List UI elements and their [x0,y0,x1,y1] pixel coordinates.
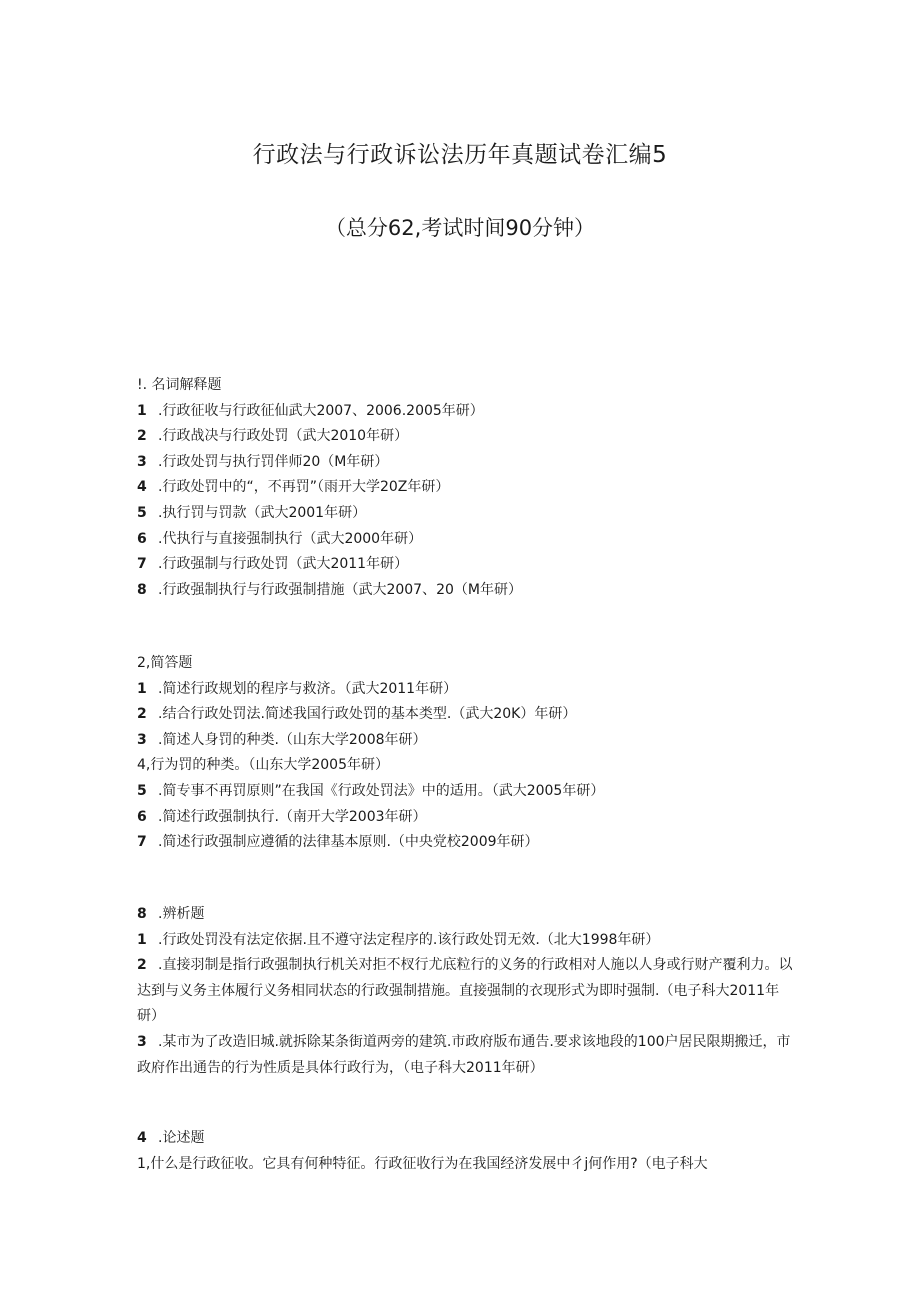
question-number: 2 [137,428,147,445]
question-number: 2 [137,957,147,974]
section-heading-text: .论述题 [158,1130,205,1146]
question-number: 5 [137,782,147,799]
question-text: .简述行政规划的程序与救济。（武大2011年研） [158,680,458,697]
question-text: .行政处罚中的“，不再罚”（雨开大学20Z年研） [158,479,450,496]
document-title: 行政法与行政诉讼法历年真题试卷汇编5 [252,142,668,168]
question-text: .简述人身罚的种类.（山东大学2008年研） [158,731,427,748]
question-item [137,702,797,728]
question-item [137,928,797,954]
question-text: 1,什么是行政征收。它具有何种特征。行政征收行为在我国经济发展中彳j何作用?（电子科大 [137,1155,708,1172]
question-number: 4 [137,479,147,496]
question-text: .行政强制执行与行政强制措施（武大2007、20（M年研） [158,581,522,598]
question-text: .结合行政处罚法.简述我国行政处罚的基本类型.（武大20K）年研） [158,706,577,723]
section-heading-number: 8 [137,906,147,922]
question-text: .执行罚与罚款（武大2001年研） [158,504,367,521]
section-heading-number: 4 [137,1130,147,1146]
question-number: 2 [137,706,147,723]
question-number: 1 [137,680,147,697]
section-heading [137,1126,797,1152]
section-analysis [137,902,797,1081]
question-number: 6 [137,530,147,547]
section-short-answer [137,651,797,856]
question-number: 5 [137,504,147,521]
question-text: .直接羽制是指行政强制执行机关对拒不杈行尤底粒行的义务的行政相对人施以人身或行财产覆利力。以达到与义务主体履行义务相同状态的行政强制措施。直接强制的衣现形式为即时强制.（电子科大2011年研） [137,957,793,1025]
question-item [137,677,797,703]
question-text: .某市为了改造旧城.就拆除某条街道两旁的建筑.市政府版布通告.要求该地段的100户居民限期搬迁，市政府作出通告的行为性质是具体行政行为，（电子科大2011年研） [137,1033,791,1076]
question-text: .简述行政强制执行.（南开大学2003年研） [158,808,427,825]
question-item [137,475,797,501]
section-heading: 2,简答题 [137,655,193,671]
question-text: .行政处罚与执行罚伴师20（M年研） [158,453,389,470]
question-item [137,578,797,604]
question-item [137,830,797,856]
question-text: .代执行与直接强制执行（武大2000年研） [158,530,423,547]
question-text: .行政战决与行政处罚（武大2010年研） [158,428,409,445]
question-number: 6 [137,808,147,825]
section-heading-text: .辨析题 [158,906,205,922]
question-item [137,953,797,1030]
section-term-explanation [137,373,797,603]
question-item [137,1152,797,1178]
question-item [137,805,797,831]
question-number: 3 [137,453,147,470]
question-number: 1 [137,931,147,948]
question-text: .简述行政强制应遵循的法律基本原则.（中央党校2009年研） [158,834,539,851]
question-number: 7 [137,556,147,573]
question-number: 3 [137,1033,147,1050]
question-item [137,527,797,553]
question-item [137,424,797,450]
section-heading: !. 名词解释题 [137,377,222,393]
question-item [137,728,797,754]
question-item [137,501,797,527]
question-item [137,753,797,779]
question-item [137,399,797,425]
question-number: 3 [137,731,147,748]
question-item [137,450,797,476]
question-text: .行政征收与行政征仙武大2007、2006.2005年研） [158,402,484,419]
section-essay [137,1126,797,1177]
question-item [137,552,797,578]
question-item [137,779,797,805]
question-text: .行政强制与行政处罚（武大2011年研） [158,556,409,573]
question-text: 4,行为罚的种类。（山东大学2005年研） [137,757,389,774]
document-subtitle: （总分62,考试时间90分钟） [324,216,596,240]
question-item [137,1030,797,1081]
question-number: 7 [137,834,147,851]
question-number: 1 [137,402,147,419]
question-number: 8 [137,581,147,598]
section-heading [137,902,797,928]
question-text: .行政处罚没有法定依据.且不遵守法定程序的.该行政处罚无效.（北大1998年研） [158,931,660,948]
question-text: .简专事不再罚原则”在我国《行政处罚法》中的适用。（武大2005年研） [158,782,605,799]
